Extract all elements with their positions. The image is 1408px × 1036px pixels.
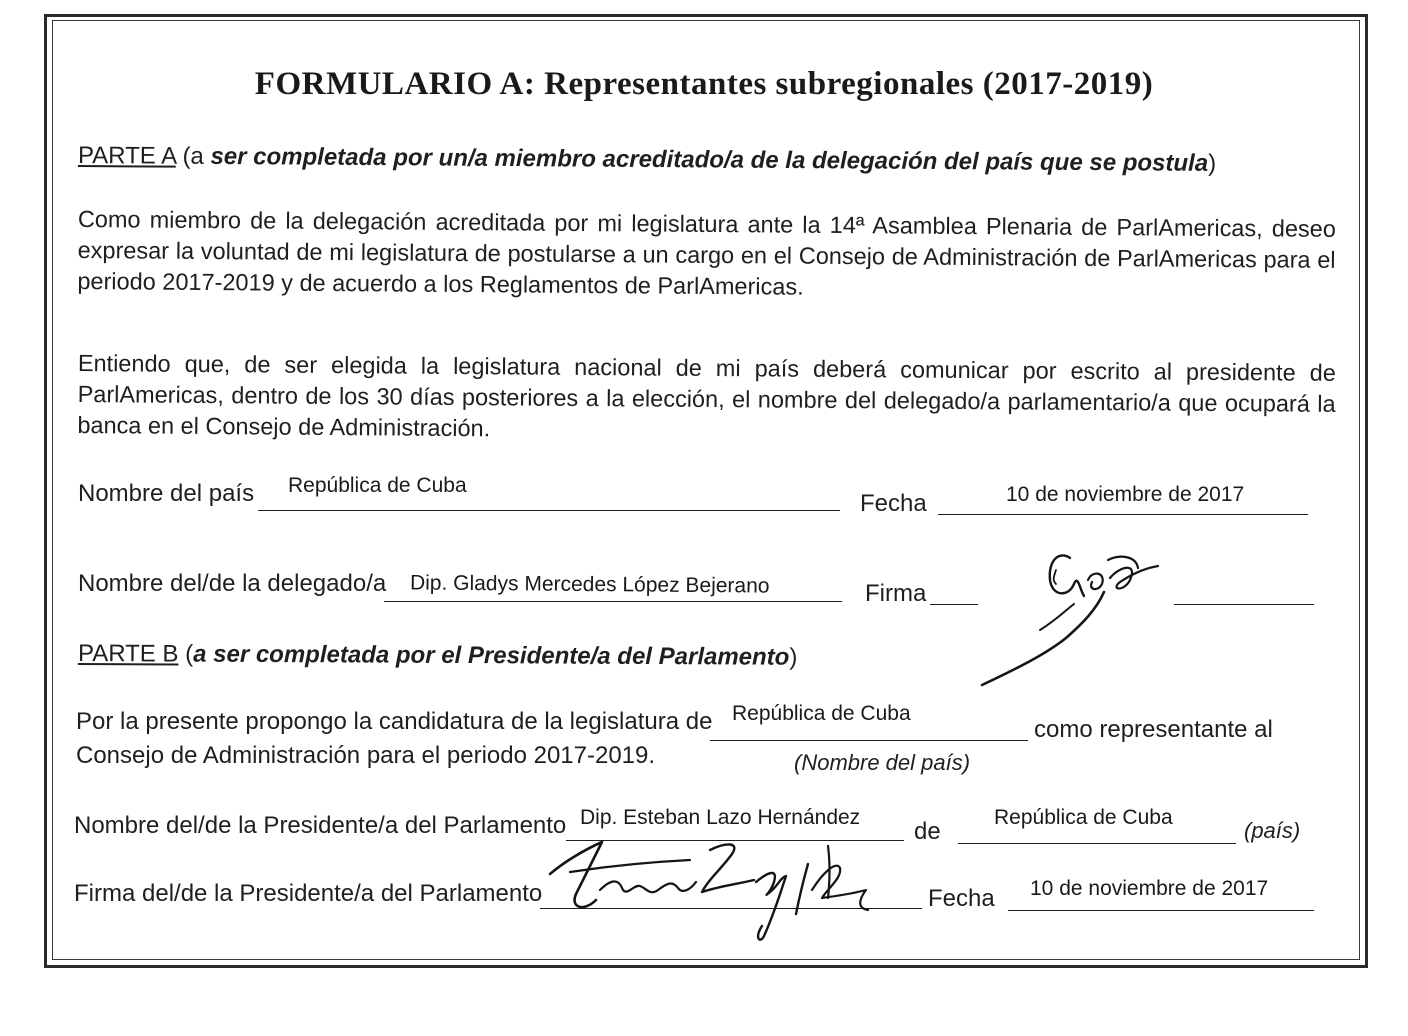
proposal-label: Por la presente propongo la candidatura de la legislatura de <box>76 708 713 735</box>
proposal-suffix: como representante al <box>1034 716 1273 743</box>
president-date-line <box>1008 910 1314 911</box>
part-a-close-paren: ) <box>1208 149 1217 177</box>
part-b-heading-row <box>78 640 798 672</box>
president-name-value[interactable]: Dip. Esteban Lazo Hernández <box>580 806 861 829</box>
date-value[interactable]: 10 de noviembre de 2017 <box>1006 483 1245 506</box>
proposal-country-line <box>710 740 1028 741</box>
president-date-label: Fecha <box>928 885 995 912</box>
president-country-line <box>958 843 1236 844</box>
proposal-country-value[interactable]: República de Cuba <box>732 702 911 725</box>
country-hint-suffix: (país) <box>1244 818 1301 843</box>
part-b-close-paren: ) <box>789 643 798 671</box>
part-a-paragraph-1: Como miembro de la delegación acreditada por mi legislatura ante la 14ª Asamblea Plenaria de ParlAmericas, deseo expresar la voluntad de mi legislatura de postularse a un cargo en el Consejo de Administración de ParlAmericas para el periodo 2017-2019 y de acuerdo a los Reglamentos de ParlAmericas. <box>77 205 1336 300</box>
date-label: Fecha <box>860 490 927 517</box>
date-line <box>938 514 1308 515</box>
country-name-line <box>258 510 840 511</box>
president-signature <box>540 828 900 948</box>
president-country-value[interactable]: República de Cuba <box>994 806 1173 829</box>
country-name-label: Nombre del país <box>78 480 255 507</box>
president-name-label: Nombre del/de la Presidente/a del Parlamento <box>74 812 567 839</box>
part-b-instruction: a ser completada por el Presidente/a del Parlamento <box>193 640 790 671</box>
part-a-paragraph-2: Entiendo que, de ser elegida la legislatura nacional de mi país deberá comunicar por escrito al presidente de ParlAmericas, dentro de los 30 días posteriores a la elección, el nombre del delegado/a parlamentario/a que ocupará la banca en el Consejo de Administración. <box>77 349 1336 442</box>
country-name-value[interactable]: República de Cuba <box>288 474 467 497</box>
delegate-name-value[interactable]: Dip. Gladys Mercedes López Bejerano <box>409 571 770 598</box>
part-b-heading: PARTE B <box>77 640 179 668</box>
part-b-open-paren: ( <box>178 640 194 668</box>
delegate-name-line <box>384 601 842 602</box>
delegate-signature <box>970 540 1190 700</box>
president-signature-label: Firma del/de la Presidente/a del Parlamento <box>74 880 543 907</box>
part-a-heading: PARTE A <box>77 142 176 170</box>
part-a-open-paren: (a <box>175 142 211 170</box>
of-label: de <box>914 818 941 845</box>
part-a-instruction: ser completada por un/a miembro acreditado/a de la delegación del país que se postula <box>210 142 1209 177</box>
country-name-hint: (Nombre del país) <box>794 750 971 775</box>
signature-label: Firma <box>865 580 927 607</box>
delegate-name-label: Nombre del/de la delegado/a <box>78 570 387 597</box>
form-title: FORMULARIO A: Representantes subregionales (2017-2019) <box>254 66 1154 102</box>
proposal-line-2: Consejo de Administración para el periodo 2017-2019. <box>76 742 656 769</box>
signature-line-right <box>1174 604 1314 605</box>
president-date-value[interactable]: 10 de noviembre de 2017 <box>1030 877 1269 900</box>
